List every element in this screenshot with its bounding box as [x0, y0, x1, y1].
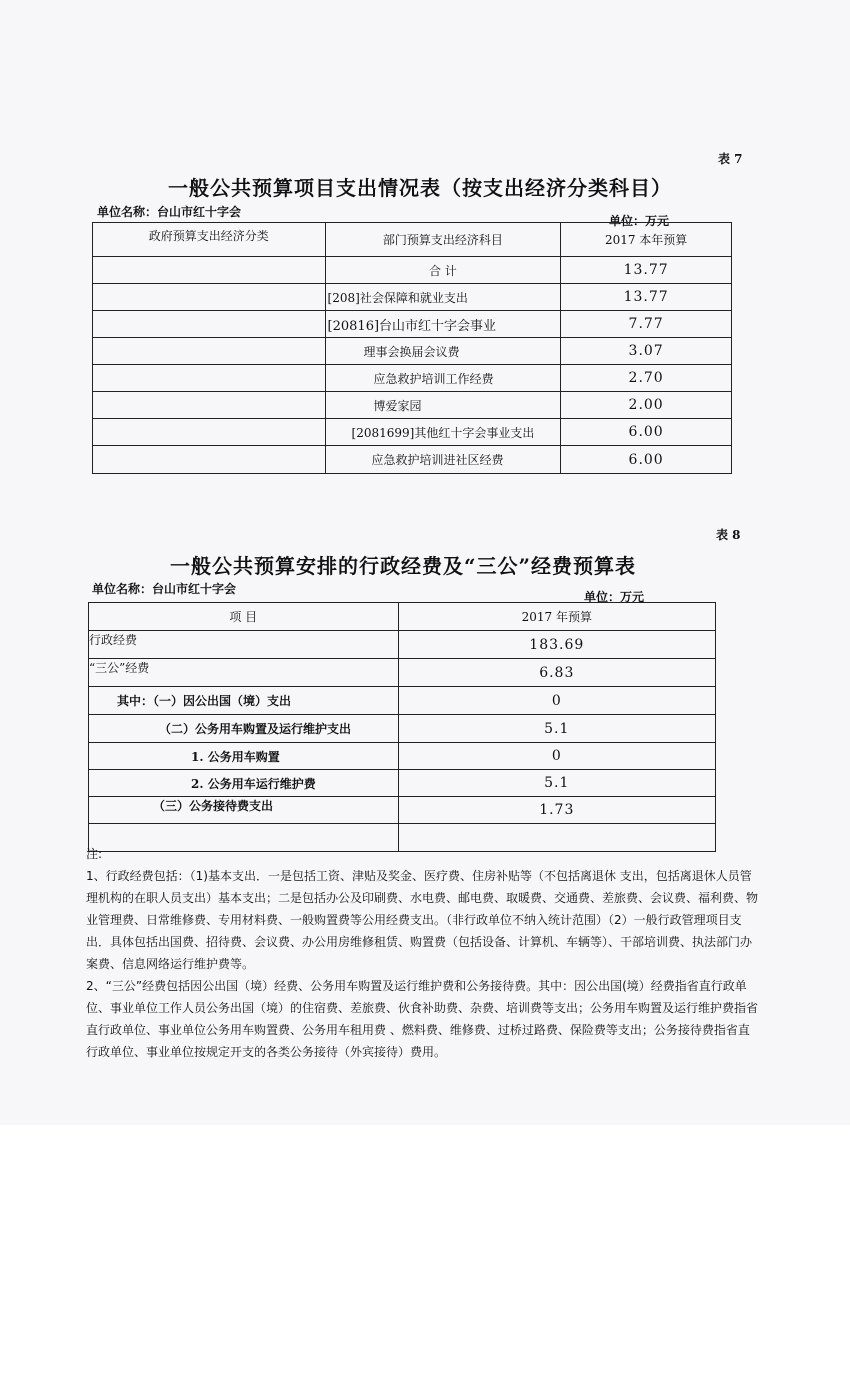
item-cell: “三公”经费 — [89, 659, 399, 687]
table-row — [93, 446, 732, 474]
item-cell: 其中：（一）因公出国（境）支出 — [89, 687, 399, 715]
value-cell: 183.69 — [398, 631, 715, 659]
item-cell: [208]社会保障和就业支出 — [325, 284, 561, 311]
value-cell: 2.70 — [561, 365, 732, 392]
table-row — [89, 770, 716, 797]
table-row — [93, 338, 732, 365]
table-row — [89, 743, 716, 770]
table-row — [89, 687, 716, 715]
table-row — [89, 659, 716, 687]
item-cell: [20816]台山市红十字会事业 — [325, 311, 561, 338]
table-row — [89, 797, 716, 824]
item-cell: 博爱家园 — [325, 392, 561, 419]
item-cell: 合 计 — [325, 257, 561, 284]
table-header-row — [93, 223, 732, 257]
item-cell: [2081699]其他红十字会事业支出 — [325, 419, 561, 446]
value-cell: 7.77 — [561, 311, 732, 338]
value-cell: 6.00 — [561, 419, 732, 446]
table8-unit-name: 单位名称：台山市红十字会 — [92, 582, 237, 596]
table-row — [89, 715, 716, 743]
table-row — [93, 365, 732, 392]
item-cell: 理事会换届会议费 — [325, 338, 561, 365]
table-row — [93, 392, 732, 419]
table-row — [89, 631, 716, 659]
value-cell: 5.1 — [398, 715, 715, 743]
item-cell: （三）公务接待费支出 — [89, 797, 399, 824]
value-cell: 0 — [398, 687, 715, 715]
item-cell: 行政经费 — [89, 631, 399, 659]
value-cell: 5.1 — [398, 770, 715, 797]
table8-unit: 单位：万元 — [584, 590, 645, 604]
column-header: 政府预算支出经济分类 — [93, 223, 326, 257]
item-cell: （二）公务用车购置及运行维护支出 — [89, 715, 399, 743]
column-header: 部门预算支出经济科目 — [325, 223, 561, 257]
table-row — [93, 419, 732, 446]
column-header: 2017 年预算 — [398, 603, 715, 631]
value-cell: 6.83 — [398, 659, 715, 687]
table-row — [93, 257, 732, 284]
table-row — [93, 284, 732, 311]
value-cell: 0 — [398, 743, 715, 770]
item-cell: 应急救护培训进社区经费 — [325, 446, 561, 474]
value-cell: 3.07 — [561, 338, 732, 365]
column-header: 2017 本年预算 — [561, 223, 732, 257]
table7-unit-name: 单位名称：台山市红十字会 — [97, 205, 242, 219]
value-cell: 13.77 — [561, 284, 732, 311]
value-cell: 1.73 — [398, 797, 715, 824]
item-cell: 1. 公务用车购置 — [89, 743, 399, 770]
notes-section — [86, 843, 761, 1063]
table7 — [92, 222, 732, 474]
table8 — [88, 602, 716, 852]
table-row — [93, 311, 732, 338]
notes-label: 注: — [86, 847, 103, 861]
column-header: 项 目 — [89, 603, 399, 631]
table-header-row — [89, 603, 716, 631]
value-cell: 13.77 — [561, 257, 732, 284]
table7-unit: 单位：万元 — [609, 214, 670, 228]
table8-tag: 表 8 — [716, 528, 741, 542]
item-cell: 应急救护培训工作经费 — [325, 365, 561, 392]
table7-tag: 表 7 — [718, 152, 743, 166]
table7-title: 一般公共预算项目支出情况表（按支出经济分类科目） — [168, 176, 672, 200]
item-cell: 2. 公务用车运行维护费 — [89, 770, 399, 797]
note-1: 1、行政经费包括：（1)基本支出．一是包括工资、津贴及奖金、医疗费、住房补贴等（不包括离退休 支出，包括离退休人员管理机构的在职人员支出）基本支出；二是包括办公及印刷费、水电费、邮电费、取暖费、交通费、差旅费、会议费、福利费、物业管理费、日常维修费、专用材料费、一般购置费等公用经费支出。（非行政单位不纳入统计范围）（2）一般行政管理项目支出．具体包括出国费、招待费、会议费、办公用房维修租赁、购置费（包括设备、计算机、车辆等）、干部培训费、执法部门办案费、信息网络运行维护费等。 — [86, 869, 759, 971]
table8-title: 一般公共预算安排的行政经费及“三公”经费预算表 — [170, 554, 637, 578]
value-cell: 6.00 — [561, 446, 732, 474]
value-cell: 2.00 — [561, 392, 732, 419]
note-2: 2、“三公”经费包括因公出国（境）经费、公务用车购置及运行维护费和公务接待费。其中：因公出国(境）经费指省直行政单位、事业单位工作人员公务出国（境）的住宿费、差旅费、伙食补助费、杂费、培训费等支出；公务用车购置及运行维护费指省直行政单位、事业单位公务用车购置费、公务用车租用费 、燃料费、维修费、过桥过路费、保险费等支出；公务接待费指省直行政单位、事业单位按规定开支的各类公务接待（外宾接待）费用。 — [86, 979, 759, 1059]
